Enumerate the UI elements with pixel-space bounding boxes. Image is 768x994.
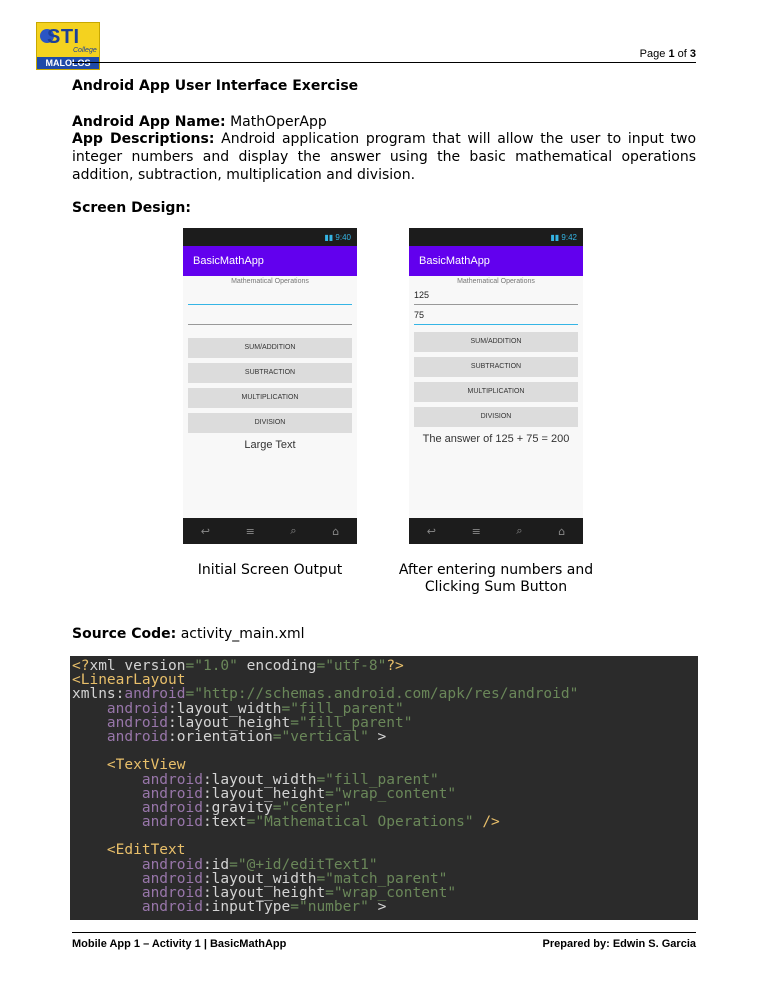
code-block xyxy=(70,656,698,920)
app-name-label: Android App Name: xyxy=(72,114,226,130)
search-icon[interactable]: ⌕ xyxy=(290,524,297,537)
code-token: ="wrap_content" xyxy=(325,785,457,802)
code-line xyxy=(72,730,698,744)
code-token: :layout_height xyxy=(202,785,326,802)
code-token: android xyxy=(141,856,203,873)
header-divider xyxy=(72,62,696,63)
code-token: :layout_width xyxy=(202,771,317,788)
phone-screenshot-initial xyxy=(183,228,357,544)
logo-campus: MALOLOS xyxy=(37,57,99,69)
code-token: > xyxy=(368,899,387,916)
footer-course: Mobile App 1 – Activity 1 | BasicMathApp xyxy=(72,938,287,950)
back-icon[interactable]: ↩ xyxy=(426,524,437,538)
code-line xyxy=(72,687,698,701)
back-icon[interactable]: ↩ xyxy=(200,524,211,538)
code-token: <TextView xyxy=(106,757,186,774)
app-name-line xyxy=(72,114,327,130)
code-line xyxy=(72,815,698,829)
number2-field[interactable]: 75 xyxy=(414,305,578,325)
multiplication-button[interactable]: MULTIPLICATION xyxy=(414,382,578,402)
app-description xyxy=(72,130,696,184)
nav-bar xyxy=(409,518,583,544)
signal-icon: ▮▮ xyxy=(324,233,334,242)
code-token: :inputType xyxy=(202,899,291,916)
source-code-heading xyxy=(72,626,305,642)
code-token: :orientation xyxy=(168,728,273,745)
code-token: <LinearLayout xyxy=(72,672,186,689)
app-bar-title: BasicMathApp xyxy=(183,246,357,276)
code-token: ="match_parent" xyxy=(316,870,448,887)
source-file-name: activity_main.xml xyxy=(180,626,305,642)
code-token: :layout_height xyxy=(202,885,326,901)
footer-author: Prepared by: Edwin S. Garcia xyxy=(542,938,696,950)
phone-screenshot-result xyxy=(409,228,583,544)
menu-icon[interactable]: ≡ xyxy=(245,524,255,538)
subtraction-button[interactable]: SUBTRACTION xyxy=(414,357,578,377)
code-line xyxy=(72,886,698,900)
app-name-value: MathOperApp xyxy=(230,114,327,130)
code-line xyxy=(72,900,698,914)
footer-divider xyxy=(72,932,696,933)
code-token: ="fill_parent" xyxy=(281,700,404,717)
page-number: Page 1 of 3 xyxy=(639,48,696,60)
number2-field[interactable] xyxy=(188,305,352,325)
code-token: :text xyxy=(202,814,247,831)
caption-initial: Initial Screen Output xyxy=(197,562,343,578)
code-line xyxy=(72,673,698,687)
code-line xyxy=(72,716,698,730)
code-line xyxy=(72,843,698,857)
code-token: android xyxy=(106,700,169,717)
code-token: android xyxy=(141,814,203,831)
code-token: ="fill_parent" xyxy=(316,771,439,788)
code-line xyxy=(72,659,698,673)
logo-brand: STI xyxy=(47,26,80,48)
code-token: <EditText xyxy=(106,842,186,859)
screen-design-heading: Screen Design: xyxy=(72,200,191,216)
code-token: ="utf-8" xyxy=(316,658,387,674)
code-line xyxy=(72,702,698,716)
operations-heading: Mathematical Operations xyxy=(231,278,309,285)
code-token: android xyxy=(141,899,203,916)
source-code-label: Source Code: xyxy=(72,626,177,642)
app-desc-value: Android application program that will allow the user to input two integer numbers and display the answer using the basic mathematical operations addition, subtraction, multiplication and division. xyxy=(72,131,697,183)
status-time: 9:40 xyxy=(335,233,351,242)
result-text: The answer of 125 + 75 = 200 xyxy=(422,433,570,445)
sum-button[interactable]: SUM/ADDITION xyxy=(414,332,578,352)
code-token: :gravity xyxy=(202,799,273,816)
code-token: android xyxy=(106,714,169,731)
code-token: android xyxy=(141,885,203,901)
code-token: android xyxy=(141,799,203,816)
code-token: ="Mathematical Operations" xyxy=(246,814,474,831)
app-desc-label: App Descriptions: xyxy=(72,131,215,147)
code-line xyxy=(72,801,698,815)
code-token: ="number" xyxy=(290,899,369,916)
logo-tagline: College xyxy=(73,47,97,54)
code-line xyxy=(72,744,698,758)
code-token: ?> xyxy=(386,658,404,674)
result-text: Large Text xyxy=(244,439,296,451)
subtraction-button[interactable]: SUBTRACTION xyxy=(188,363,352,383)
code-token: ="center" xyxy=(272,799,352,816)
code-token: :layout_height xyxy=(168,714,291,731)
code-token: > xyxy=(368,728,387,745)
code-token: ="wrap_content" xyxy=(325,885,457,901)
division-button[interactable]: DIVISION xyxy=(414,407,578,427)
sum-button[interactable]: SUM/ADDITION xyxy=(188,338,352,358)
code-token: :layout_width xyxy=(202,870,317,887)
division-button[interactable]: DIVISION xyxy=(188,413,352,433)
code-token: ="@+id/editText1" xyxy=(229,856,378,873)
status-bar xyxy=(183,228,357,246)
code-token: encoding xyxy=(237,658,317,674)
code-token: /> xyxy=(473,814,500,831)
code-token: ="http://schemas.android.com/apk/res/android" xyxy=(185,686,579,703)
code-line xyxy=(72,787,698,801)
phone-content xyxy=(409,276,583,518)
code-token: android xyxy=(141,785,203,802)
code-token: ="fill_parent" xyxy=(290,714,413,731)
code-token: android xyxy=(106,728,169,745)
search-icon[interactable]: ⌕ xyxy=(516,524,523,537)
code-token xyxy=(72,899,142,915)
menu-icon[interactable]: ≡ xyxy=(471,524,481,538)
code-token: <? xyxy=(72,658,90,674)
code-token: android xyxy=(141,870,203,887)
operations-heading: Mathematical Operations xyxy=(457,278,535,285)
code-token: ="1.0" xyxy=(185,658,238,674)
status-time: 9:42 xyxy=(561,233,577,242)
code-token: android xyxy=(141,771,203,788)
code-token: xml version xyxy=(89,658,186,674)
code-token xyxy=(72,814,142,830)
code-line xyxy=(72,872,698,886)
code-token xyxy=(72,729,107,745)
code-line xyxy=(72,858,698,872)
home-icon[interactable]: ⌂ xyxy=(558,524,566,538)
multiplication-button[interactable]: MULTIPLICATION xyxy=(188,388,352,408)
signal-icon: ▮▮ xyxy=(550,233,560,242)
code-token: :layout_width xyxy=(168,700,282,717)
status-bar xyxy=(409,228,583,246)
code-token: ="vertical" xyxy=(272,728,369,745)
code-token: android xyxy=(124,686,186,703)
code-token: xmlns: xyxy=(72,686,125,703)
code-line xyxy=(72,773,698,787)
nav-bar xyxy=(183,518,357,544)
code-line xyxy=(72,829,698,843)
number1-field[interactable]: 125 xyxy=(414,285,578,305)
app-bar-title: BasicMathApp xyxy=(409,246,583,276)
caption-result: After entering numbers and Clicking Sum Button xyxy=(398,562,594,595)
code-token: :id xyxy=(202,856,230,873)
phone-content xyxy=(183,276,357,518)
home-icon[interactable]: ⌂ xyxy=(332,524,340,538)
document-title: Android App User Interface Exercise xyxy=(72,78,359,94)
code-line xyxy=(72,758,698,772)
number1-field[interactable] xyxy=(188,285,352,305)
